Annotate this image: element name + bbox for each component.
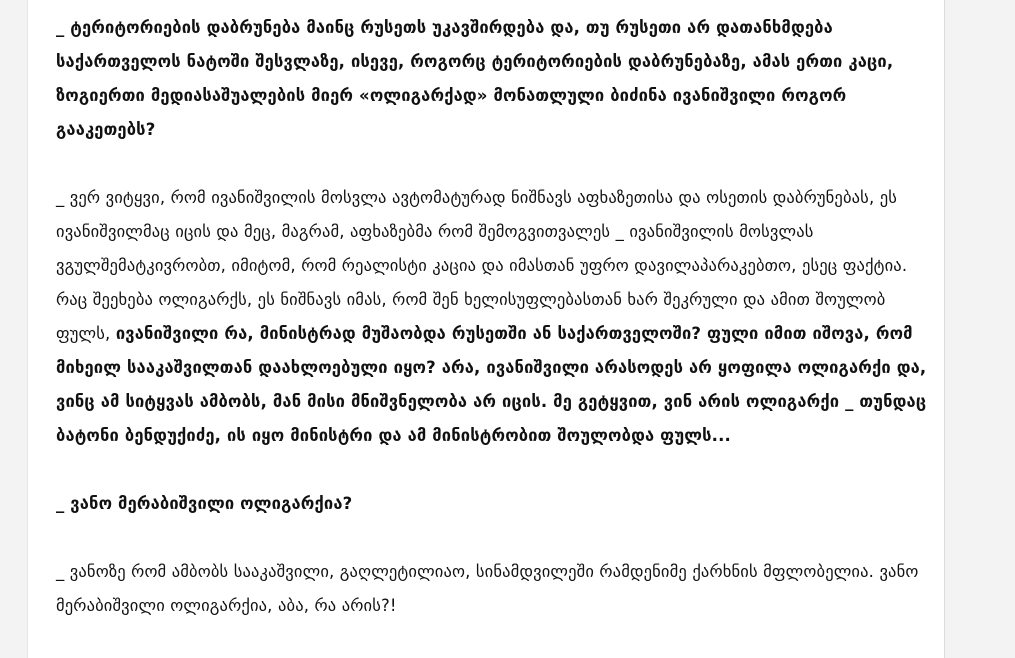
article-body [56, 11, 936, 657]
article-page [27, 0, 945, 658]
interview-question-2: _ ვანო მერაბიშვილი ოლიგარქია? [56, 494, 353, 513]
interview-answer-1 [56, 181, 936, 453]
interview-question-1: _ ტერიტორიების დაბრუნება მაინც რუსეთს უკავშირდება და, თუ რუსეთი არ დათანხმდება საქართველოს ნატოში შესვლაზე, ისევე, როგორც ტერიტორიების დაბრუნებაზე, ამას ერთი კაცი, ზოგიერთი მედიასაშუალების მიერ «ოლიგარქად» მონათლული ბიძინა ივანიშვილი როგორ გააკეთებს? [56, 18, 894, 139]
interview-answer-2: _ ვანოზე რომ ამბობს სააკაშვილი, გაღლეტილიაო, სინამდვილეში რამდენიმე ქარხნის მფლობელია. ვანო მერაბიშვილი ოლიგარქია, აბა, რა არის?! [56, 562, 919, 615]
answer-1-text: _ ვერ ვიტყვი, რომ ივანიშვილის მოსვლა ავტომატურად ნიშნავს აფხაზეთისა და ოსეთის დაბრუნებას, ეს ივანიშვილმაც იცის და მეც, მაგრამ, აფხაზებმა რომ შემოგვითვალეს _ ივანიშვილის მოსვლას ვგულშემატკივრობთ, იმიტომ, რომ რეალისტი კაცია და იმასთან უფრო დავილაპარაკებთო, ესეც ფაქტია. რაც შეეხება ოლიგარქს, ეს ნიშნავს იმას, რომ შენ ხელისუფლებასთან ხარ შეკრული და ამით შოულობ ფულს, [56, 188, 908, 343]
answer-1-emphasis: ივანიშვილი რა, მინისტრად მუშაობდა რუსეთში ან საქართველოში? ფული იმით იშოვა, რომ მიხეილ სააკაშვილთან დაახლოებული იყო? არა, ივანიშვილი არასოდეს არ ყოფილა ოლიგარქი და, ვინც ამ სიტყვას ამბობს, მან მისი მნიშვნელობა არ იცის. მე გეტყვით, ვინ არის ოლიგარქი _ თუნდაც ბატონი ბენდუქიძე, ის იყო მინისტრი და ამ მინისტრობით შოულობდა ფულს... [56, 324, 927, 445]
